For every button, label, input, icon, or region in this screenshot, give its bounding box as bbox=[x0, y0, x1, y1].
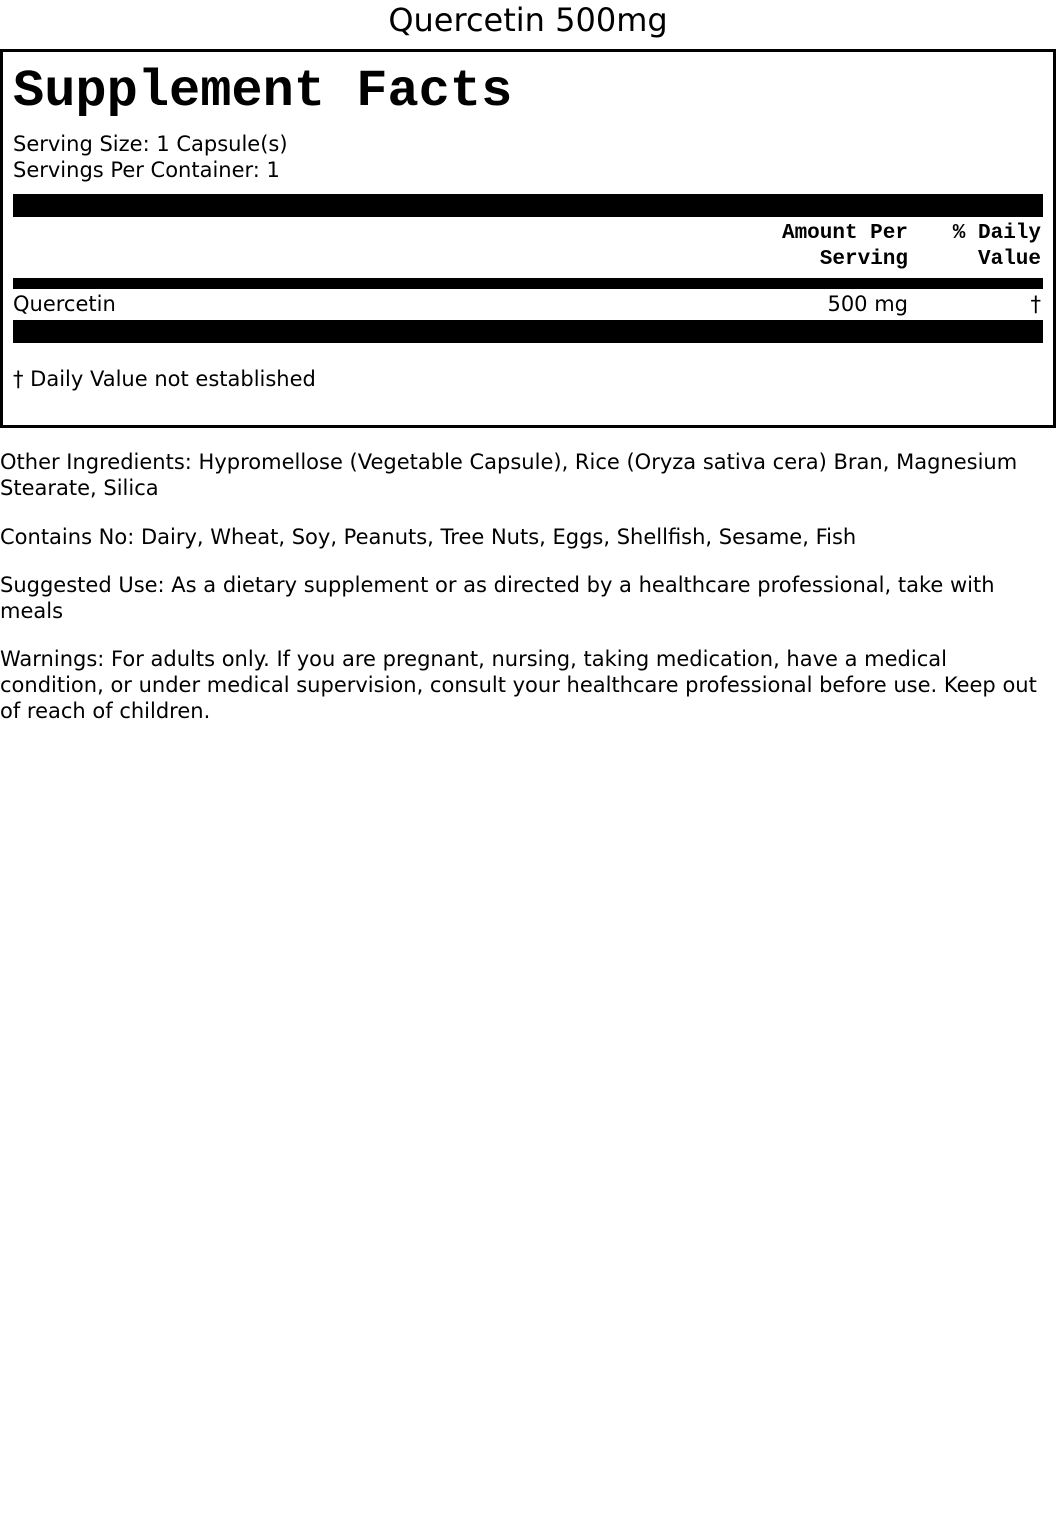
dv-header-line2: Value bbox=[977, 248, 1041, 271]
daily-value-footnote: † Daily Value not established bbox=[13, 367, 316, 391]
suggested-use: Suggested Use: As a dietary supplement or as directed by a healthcare professional, take with meals bbox=[0, 573, 995, 623]
dv-header-line1: % Daily bbox=[952, 222, 1041, 245]
warnings: Warnings: For adults only. If you are pregnant, nursing, taking medication, have a medical condition, or under medical supervision, consult your healthcare professional before use. Keep out of reach of children. bbox=[0, 647, 1037, 723]
medium-divider bbox=[13, 278, 1043, 289]
servings-per-container: Servings Per Container: 1 bbox=[13, 158, 280, 182]
allergen-statement: Contains No: Dairy, Wheat, Soy, Peanuts, Tree Nuts, Eggs, Shellfish, Sesame, Fish bbox=[0, 525, 857, 549]
amount-header-line1: Amount Per bbox=[781, 222, 908, 245]
supplement-facts-panel bbox=[0, 49, 1056, 428]
amount-header-line2: Serving bbox=[819, 248, 908, 271]
amount-per-serving-header bbox=[782, 221, 908, 273]
thick-divider-bottom bbox=[13, 320, 1043, 343]
serving-size: Serving Size: 1 Capsule(s) bbox=[13, 132, 288, 156]
nutrient-amount: 500 mg bbox=[827, 292, 908, 316]
daily-value-header bbox=[953, 221, 1041, 273]
panel-heading: Supplement Facts bbox=[13, 62, 513, 121]
product-title: Quercetin 500mg bbox=[388, 1, 668, 39]
thick-divider-top bbox=[13, 194, 1043, 217]
other-ingredients: Other Ingredients: Hypromellose (Vegetable Capsule), Rice (Oryza sativa cera) Bran, Magnesium Stearate, Silica bbox=[0, 450, 1018, 500]
nutrient-daily-value: † bbox=[1030, 292, 1041, 316]
nutrient-name: Quercetin bbox=[13, 292, 116, 316]
